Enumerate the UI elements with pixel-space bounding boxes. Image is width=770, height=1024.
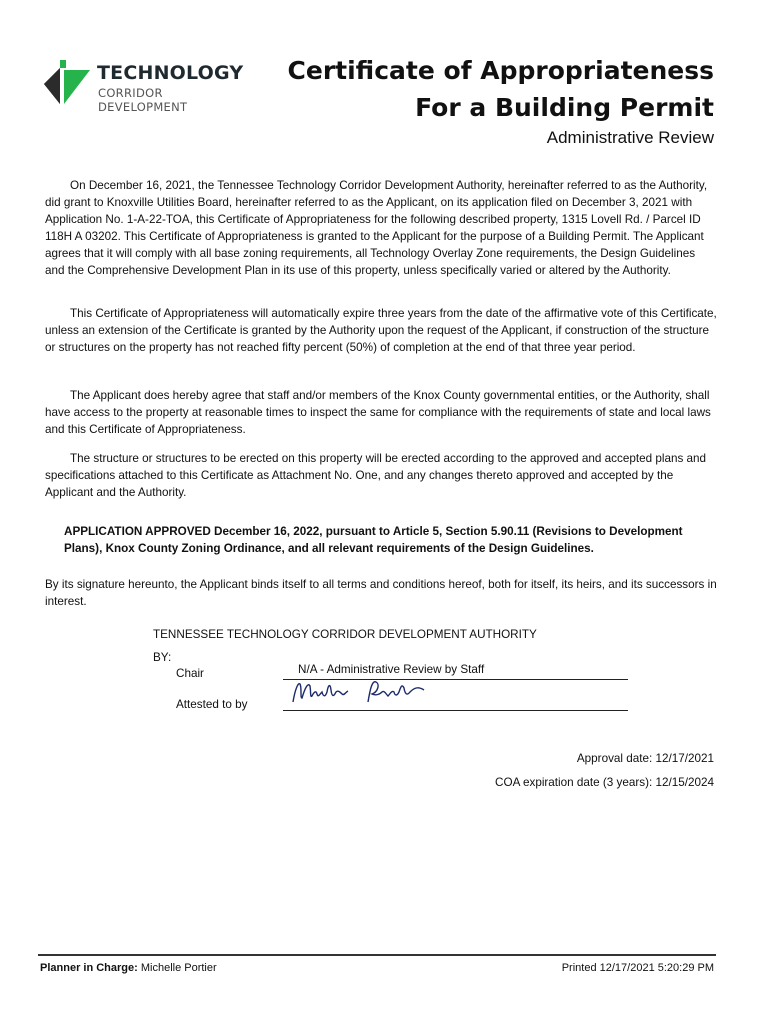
- approval-statement: APPLICATION APPROVED December 16, 2022, pursuant to Article 5, Section 5.90.11 (Revisions to Development Plans), Knox County Zoning Ordinance, and all relevant requirements of the Design Guidelines.: [64, 525, 683, 555]
- paragraph-2: This Certificate of Appropriateness will automatically expire three years from the date of the affirmative vote of this Certificate, unless an extension of the Certificate is granted by the Authority upon the request of the Applicant, if construction of the structure or structures on the property has not reached fifty percent (50%) of completion at the end of that three year period.: [45, 307, 717, 354]
- logo-subtitle: CORRIDOR DEVELOPMENT: [98, 86, 188, 114]
- paragraph-1-block: [45, 177, 717, 279]
- signature-icon: [290, 676, 430, 708]
- paragraph-1: On December 16, 2021, the Tennessee Technology Corridor Development Authority, hereinafter referred to as the Authority, did grant to Knoxville Utilities Board, hereinafter referred to as the Applicant, on its application filed on December 3, 2021 with Application No. 1-A-22-TOA, this Certificate of Appropriateness for the following described property, 1315 Lovell Rd. / Parcel ID 118H A 03202. This Certificate of Appropriateness is granted to the Applicant for the purpose of a Building Permit. The Applicant agrees that it will comply with all base zoning requirements, all Technology Overlay Zone requirements, the Design Guidelines and the Comprehensive Development Plan in its use of this property, unless specifically varied or altered by the Authority.: [45, 179, 708, 277]
- footer-divider: [38, 954, 716, 956]
- page-title: [288, 52, 714, 126]
- paragraph-3: The Applicant does hereby agree that staff and/or members of the Knox County governmental entities, or the Authority, shall have access to the property at reasonable times to inspect the same for compliance with the requirements of state and local laws and this Certificate of Appropriateness.: [45, 389, 711, 436]
- approval-date: Approval date: 12/17/2021: [576, 752, 714, 765]
- logo-name: TECHNOLOGY: [97, 62, 244, 84]
- chair-value: N/A - Administrative Review by Staff: [298, 663, 485, 676]
- paragraph-4-block: [45, 450, 717, 501]
- paragraph-2-block: [45, 305, 717, 356]
- logo: [42, 58, 252, 114]
- planner-name: Michelle Portier: [140, 962, 217, 974]
- title-line-2: For a Building Permit: [415, 93, 714, 122]
- handwritten-signature: [290, 676, 430, 713]
- authority-name: TENNESSEE TECHNOLOGY CORRIDOR DEVELOPMENT AUTHORITY: [153, 628, 537, 641]
- paragraph-4: The structure or structures to be erected on this property will be erected according to the approved and accepted plans and specifications attached to this Certificate as Attachment No. One, and any changes thereto approved and accepted by the Applicant and the Authority.: [45, 452, 707, 499]
- printed-timestamp: Printed 12/17/2021 5:20:29 PM: [561, 962, 714, 974]
- attested-label: Attested to by: [176, 698, 248, 711]
- title-line-1: Certificate of Appropriateness: [287, 56, 714, 85]
- planner-label: Planner in Charge:: [40, 962, 138, 974]
- by-label: BY:: [153, 651, 172, 664]
- expiration-date: COA expiration date (3 years): 12/15/2024: [495, 776, 714, 789]
- paragraph-3-block: [45, 387, 717, 438]
- planner-in-charge: [40, 961, 217, 976]
- chair-label: Chair: [176, 667, 204, 680]
- page-subtitle: Administrative Review: [546, 128, 714, 147]
- logo-mark-icon: [42, 58, 92, 108]
- binds-statement: By its signature hereunto, the Applicant binds itself to all terms and conditions hereof, both for itself, its heirs, and its successors in interest.: [45, 578, 717, 608]
